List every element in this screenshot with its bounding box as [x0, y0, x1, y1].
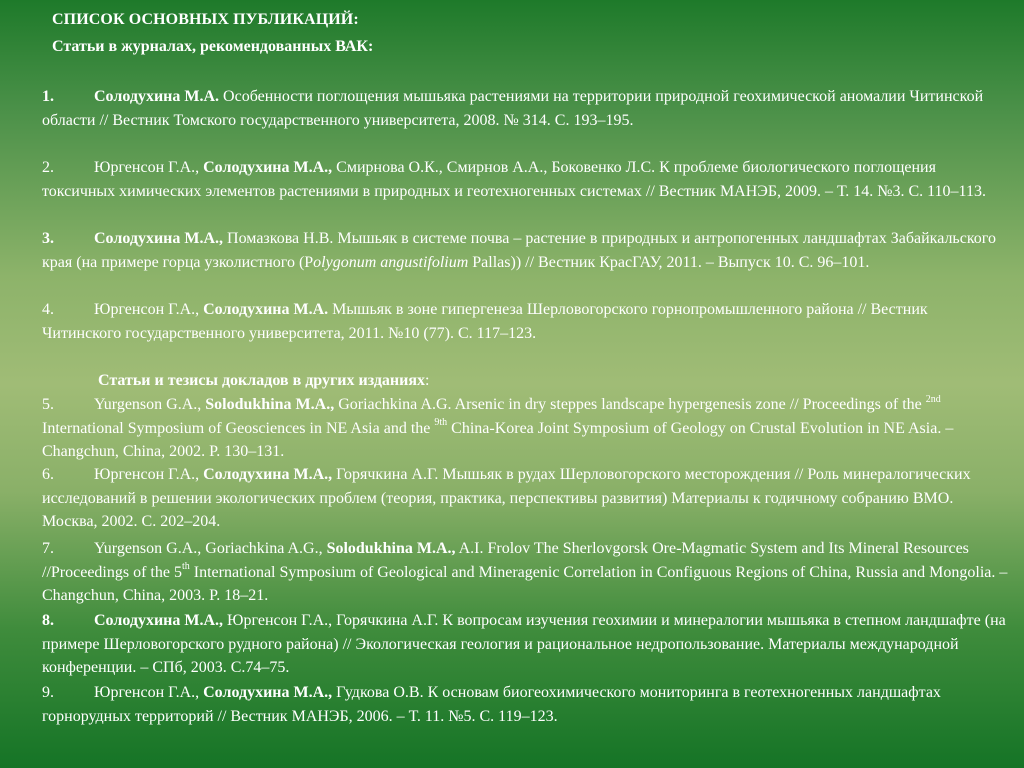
item-text: Помазкова Н.В. Мышьяк в системе почва – растение в природных и антропогенных ландшафтах Забайкальского края (на примере горца узколистного (P	[42, 230, 996, 271]
author-highlight: Солодухина М.А.,	[94, 230, 224, 247]
item-authors: Yurgenson G.A.,	[94, 396, 206, 413]
list-item	[42, 393, 1008, 464]
author-highlight: Солодухина М.А.,	[203, 466, 333, 483]
list-item	[42, 463, 1008, 534]
item-authors: Юргенсон Г.А.,	[94, 301, 204, 318]
item-text: Смирнова О.К., Смирнов А.А., Боковенко Л.С. К проблеме биологического поглощения токсичных химических элементов растениями в природных и геотехногенных системах // Вестник МАНЭБ, 2009. – Т. 14. №3. С. 110–113.	[42, 159, 986, 200]
item-text: Мышьяк в зоне гипергенеза Шерловогорского горнопромышленного района // Вестник Читинского государственного университета, 2011. №10 (77). С. 117–123.	[42, 301, 928, 342]
species-name: olygonum angustifolium	[313, 253, 469, 271]
item-authors: Yurgenson G.A., Goriachkina A.G.,	[94, 540, 327, 557]
item-text: International Symposium of Geosciences in NE Asia and the	[42, 419, 435, 437]
list-item	[42, 156, 1008, 203]
item-number: 4.	[42, 301, 54, 318]
author-highlight: Солодухина М.А.,	[203, 684, 333, 701]
author-highlight: Солодухина М.А.	[203, 301, 329, 318]
list-item	[42, 609, 1008, 680]
author-highlight: Солодухина М.А.,	[94, 612, 224, 629]
page-title: СПИСОК ОСНОВНЫХ ПУБЛИКАЦИЙ:	[52, 11, 359, 28]
item-text: Юргенсон Г.А., Горячкина А.Г. К вопросам изучения геохимии и минералогии мышьяка в степном ландшафте (на примере Шерловогорского рудного района) // Экологическая геология и рациональное недропользование. Материалы международной конференции. – СПб, 2003. С.74–75.	[42, 612, 1006, 676]
item-number: 6.	[42, 466, 54, 483]
item-text: Goriachkina A.G. Arsenic in dry steppes landscape hypergenesis zone // Proceedings of the	[334, 396, 926, 413]
item-text: A.I. Frolov The Sherlovgorsk Ore-Magmatic System and Its Mineral Resources //Proceedings of the 5	[42, 540, 969, 581]
item-text: International Symposium of Geological and Mineragenic Correlation in Configuous Regions of China, Russia and Mongolia. – Changchun, China, 2003. P. 18–21.	[42, 563, 1008, 604]
item-number: 8.	[42, 612, 54, 629]
list-item	[42, 85, 1008, 132]
item-number: 7.	[42, 540, 54, 557]
author-highlight: Solodukhina M.A.,	[326, 540, 456, 557]
item-number: 5.	[42, 396, 54, 413]
list-item	[42, 537, 1008, 608]
item-text: China-Korea Joint Symposium of Geology on Crustal Evolution in NE Asia. – Changchun, China, 2002. P. 130–131.	[42, 419, 954, 460]
section-title-vak: Статьи в журналах, рекомендованных ВАК:	[52, 38, 374, 55]
item-authors: Юргенсон Г.А.,	[94, 466, 204, 483]
author-highlight: Солодухина М.А.	[94, 88, 220, 105]
item-text: Гудкова О.В. К основам биогеохимического мониторинга в геотехногенных ландшафтах горнорудных территорий // Вестник МАНЭБ, 2006. – Т. 11. №5. С. 119–123.	[42, 684, 941, 725]
item-text: Pallas)) // Вестник КрасГАУ, 2011. – Выпуск 10. С. 96–101.	[468, 253, 870, 271]
item-number: 9.	[42, 684, 54, 701]
list-item	[42, 227, 1008, 274]
item-authors: Юргенсон Г.А.,	[94, 159, 204, 176]
author-highlight: Solodukhina M.A.,	[205, 396, 335, 413]
list-item	[42, 298, 1008, 345]
item-text: Горячкина А.Г. Мышьяк в рудах Шерловогорского месторождения // Роль минералогических исследований в решении экологических проблем (теория, практика, перспективы развития) Материалы к годичному собранию ВМО. Москва, 2002. С. 202–204.	[42, 466, 971, 530]
item-number: 2.	[42, 159, 54, 176]
superscript: th	[181, 561, 190, 573]
list-item	[42, 681, 1008, 728]
section-title-other: Статьи и тезисы докладов в других изданиях:	[98, 372, 430, 389]
author-highlight: Солодухина М.А.,	[203, 159, 333, 176]
superscript: 9th	[434, 417, 448, 429]
superscript: 2nd	[925, 393, 941, 405]
item-number: 3.	[42, 230, 54, 247]
item-number: 1.	[42, 88, 54, 105]
item-text: Особенности поглощения мышьяка растениями на территории природной геохимической аномалии Читинской области // Вестник Томского государственного университета, 2008. № 314. С. 193–195.	[42, 88, 984, 129]
item-authors: Юргенсон Г.А.,	[94, 684, 204, 701]
